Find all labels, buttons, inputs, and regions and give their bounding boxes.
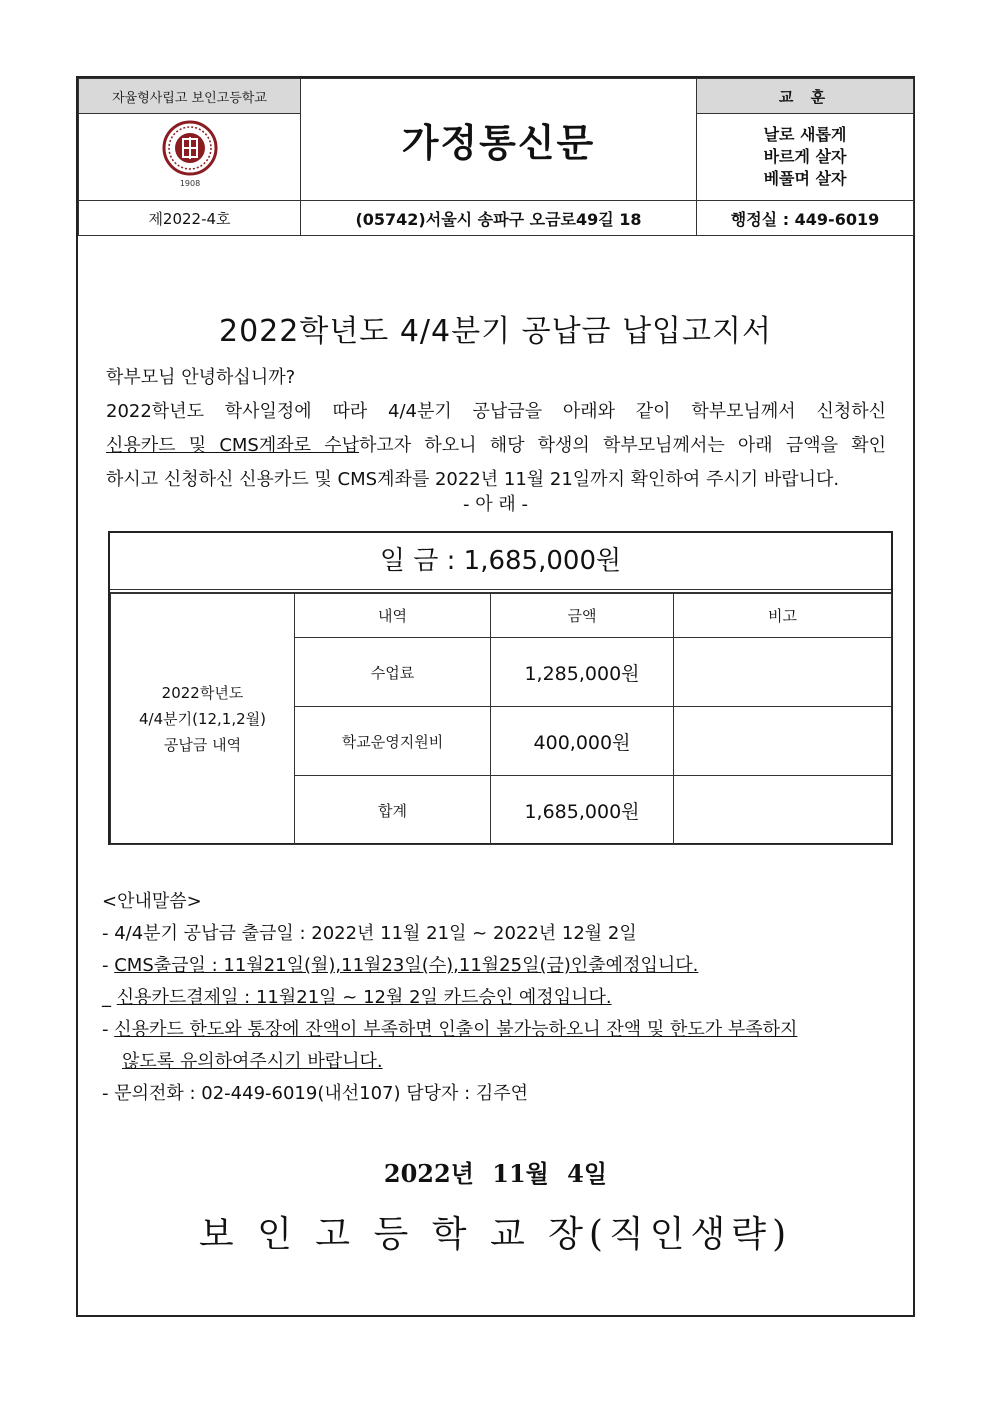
total-amount: 일 금 : 1,685,000원 bbox=[110, 533, 891, 590]
principal-signature: 보 인 고 등 학 교 장(직인생략) bbox=[198, 1214, 793, 1255]
below-heading: - 아 래 - bbox=[463, 494, 528, 515]
fee-box bbox=[108, 531, 893, 845]
column-header-item: 내역 bbox=[295, 594, 491, 638]
body-line-rest: 하고자 하오니 해당 학생의 학부모님께서는 아래 금액을 확인 bbox=[358, 435, 887, 456]
school-address: (05742)서울시 송파구 오금로49길 18 bbox=[301, 201, 697, 236]
fee-item: 학교운영지원비 bbox=[295, 707, 491, 776]
balance-warning: 신용카드 한도와 통장에 잔액이 부족하면 인출이 불가능하오니 잔액 및 한도가 부족하지 bbox=[114, 1019, 798, 1040]
bullet: _ bbox=[102, 987, 117, 1008]
table-header-row bbox=[111, 594, 892, 638]
fee-note bbox=[674, 638, 892, 707]
fee-amount: 400,000원 bbox=[491, 707, 674, 776]
notice-document bbox=[76, 76, 915, 1317]
body-line bbox=[106, 429, 886, 463]
fee-note bbox=[674, 776, 892, 845]
card-payment-dates: 신용카드결제일 : 11월21일 ~ 12월 2일 카드승인 예정입니다. bbox=[116, 987, 612, 1008]
fee-period-label bbox=[111, 594, 295, 845]
fee-item: 합계 bbox=[295, 776, 491, 845]
school-name: 자율형사립고 보인고등학교 bbox=[79, 79, 301, 114]
school-seal-logo bbox=[162, 120, 218, 194]
school-logo-cell bbox=[79, 114, 301, 201]
cms-withdrawal-dates: CMS출금일 : 11월21일(월),11월23일(수),11월25일(금)인출예정입니다. bbox=[114, 955, 699, 976]
fee-amount: 1,285,000원 bbox=[491, 638, 674, 707]
motto-line: 베풀며 살자 bbox=[763, 169, 847, 188]
motto bbox=[697, 114, 914, 201]
fee-note bbox=[674, 707, 892, 776]
bullet: - bbox=[102, 955, 115, 976]
motto-label: 교 훈 bbox=[697, 79, 914, 114]
label-line: 공납금 내역 bbox=[163, 736, 242, 754]
office-phone: 행정실 : 449-6019 bbox=[697, 201, 914, 236]
greeting: 학부모님 안녕하십니까? bbox=[106, 367, 296, 388]
page-title: 가정통신문 bbox=[301, 79, 697, 201]
fee-amount: 1,685,000원 bbox=[491, 776, 674, 845]
balance-warning-cont: 않도록 유의하여주시기 바랍니다. bbox=[122, 1051, 383, 1072]
letter-header bbox=[78, 78, 914, 236]
body-line: 하시고 신청하신 신용카드 및 CMS계좌를 2022년 11월 21일까지 확인하여 주시기 바랍니다. bbox=[106, 469, 840, 490]
payment-method-underlined: 신용카드 및 CMS계좌로 수납 bbox=[106, 435, 359, 456]
guide-section bbox=[102, 886, 912, 1110]
guide-line bbox=[102, 982, 912, 1014]
guide-line: - 4/4분기 공납금 출금일 : 2022년 11월 21일 ~ 2022년 12월 2일 bbox=[102, 923, 637, 944]
seal-year: 1908 bbox=[179, 179, 200, 188]
guide-line bbox=[102, 1014, 912, 1046]
guide-line: - 문의전화 : 02-449-6019(내선107) 담당자 : 김주연 bbox=[102, 1083, 529, 1104]
guide-line bbox=[102, 950, 912, 982]
issue-date: 2022년 11월 4일 bbox=[383, 1159, 608, 1188]
motto-line: 날로 새롭게 bbox=[763, 125, 847, 144]
bullet: - bbox=[102, 1019, 115, 1040]
fee-item: 수업료 bbox=[295, 638, 491, 707]
guide-heading: <안내말씀> bbox=[102, 891, 202, 912]
issue-number: 제2022-4호 bbox=[79, 201, 301, 236]
guide-line bbox=[102, 1046, 912, 1078]
body-line: 2022학년도 학사일정에 따라 4/4분기 공납금을 아래와 같이 학부모님께서 신청하신 bbox=[106, 401, 886, 422]
column-header-amount: 금액 bbox=[491, 594, 674, 638]
notice-title: 2022학년도 4/4분기 공납금 납입고지서 bbox=[219, 314, 772, 349]
column-header-note: 비고 bbox=[674, 594, 892, 638]
motto-line: 바르게 살자 bbox=[763, 147, 847, 166]
fee-table bbox=[110, 593, 892, 845]
label-line: 4/4분기(12,1,2월) bbox=[138, 710, 267, 728]
label-line: 2022학년도 bbox=[161, 684, 244, 702]
